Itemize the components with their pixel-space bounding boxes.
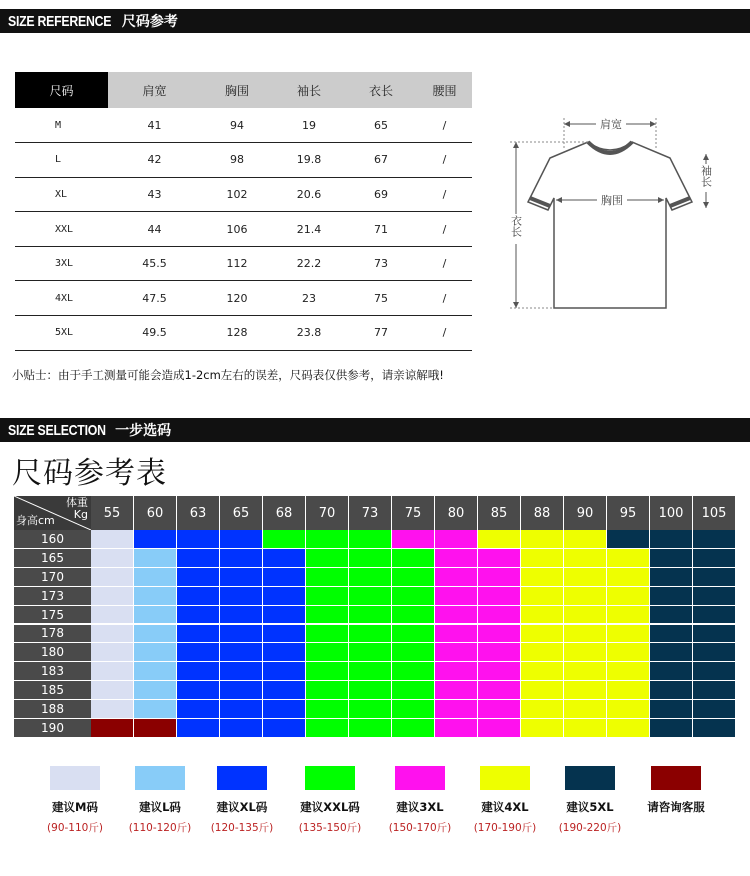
size-table-cell: M <box>15 108 108 143</box>
size-cell <box>521 530 564 549</box>
legend-swatch <box>651 766 701 790</box>
size-cell <box>91 719 134 738</box>
size-cell <box>220 549 263 568</box>
size-cell <box>564 568 607 587</box>
size-cell <box>564 700 607 719</box>
label-length: 衣长 <box>509 215 523 237</box>
size-cell <box>478 587 521 606</box>
size-cell <box>607 625 650 644</box>
size-cell <box>177 643 220 662</box>
size-cell <box>521 681 564 700</box>
size-table-cell: 23.8 <box>273 316 345 351</box>
label-shoulder: 肩宽 <box>600 118 622 131</box>
size-cell <box>478 549 521 568</box>
size-cell <box>478 681 521 700</box>
size-cell <box>177 662 220 681</box>
weight-header: 105 <box>693 496 736 530</box>
height-header: 170 <box>14 568 91 587</box>
size-table-cell: / <box>417 177 472 212</box>
size-cell <box>564 643 607 662</box>
size-cell <box>607 549 650 568</box>
size-cell <box>220 606 263 625</box>
size-table-cell: 67 <box>345 143 417 178</box>
size-cell <box>306 568 349 587</box>
legend-item <box>626 766 726 815</box>
size-cell <box>607 606 650 625</box>
size-cell <box>177 606 220 625</box>
size-table-cell: 73 <box>345 246 417 281</box>
size-cell <box>220 719 263 738</box>
weight-header: 85 <box>478 496 521 530</box>
size-cell <box>693 662 736 681</box>
weight-header: 63 <box>177 496 220 530</box>
legend-item <box>540 766 640 835</box>
legend-swatch <box>395 766 445 790</box>
height-header: 175 <box>14 606 91 625</box>
header-size: 尺码 <box>15 72 108 108</box>
legend-swatch <box>135 766 185 790</box>
legend-label: 建议4XL <box>481 800 529 814</box>
size-cell <box>134 568 177 587</box>
size-table-row <box>15 177 472 212</box>
tshirt-outline <box>528 142 692 308</box>
legend-label: 建议L码 <box>139 800 181 814</box>
chart-title: 尺码参考表 <box>12 456 167 491</box>
size-cell <box>435 662 478 681</box>
height-header: 185 <box>14 681 91 700</box>
size-cell <box>220 568 263 587</box>
height-header: 173 <box>14 587 91 606</box>
size-cell <box>177 719 220 738</box>
size-cell <box>693 719 736 738</box>
size-cell <box>607 662 650 681</box>
size-cell <box>263 643 306 662</box>
size-cell <box>478 530 521 549</box>
size-cell <box>134 530 177 549</box>
size-table-cell: XL <box>15 177 108 212</box>
size-cell <box>392 568 435 587</box>
size-cell <box>564 587 607 606</box>
size-table-cell: / <box>417 246 472 281</box>
size-table-row <box>15 212 472 247</box>
size-cell <box>564 681 607 700</box>
size-cell <box>306 606 349 625</box>
legend-swatch <box>50 766 100 790</box>
size-cell <box>91 549 134 568</box>
size-cell <box>478 568 521 587</box>
size-cell <box>564 549 607 568</box>
size-cell <box>220 625 263 644</box>
size-cell <box>650 606 693 625</box>
size-cell <box>392 625 435 644</box>
size-cell <box>306 549 349 568</box>
size-cell <box>521 549 564 568</box>
legend-label: 建议3XL <box>396 800 444 814</box>
section-header-size-selection <box>0 418 750 442</box>
size-cell <box>306 662 349 681</box>
measurement-tip: 小贴士：由于手工测量可能会造成1-2cm左右的误差，尺码表仅供参考，请亲谅解哦! <box>12 368 444 382</box>
size-cell <box>478 662 521 681</box>
size-cell <box>650 549 693 568</box>
size-cell <box>349 662 392 681</box>
size-cell <box>349 549 392 568</box>
weight-header: 95 <box>607 496 650 530</box>
size-cell <box>521 606 564 625</box>
size-table-cell: 128 <box>201 316 273 351</box>
size-cell <box>521 643 564 662</box>
tshirt-diagram <box>500 110 720 315</box>
legend-item <box>192 766 292 835</box>
size-cell <box>650 700 693 719</box>
size-cell <box>392 643 435 662</box>
size-cell <box>392 700 435 719</box>
size-cell <box>134 662 177 681</box>
size-cell <box>220 662 263 681</box>
size-cell <box>435 681 478 700</box>
size-cell <box>263 625 306 644</box>
size-table-cell: XXL <box>15 212 108 247</box>
size-cell <box>435 643 478 662</box>
size-table-cell: 3XL <box>15 246 108 281</box>
size-cell <box>650 662 693 681</box>
size-table-header-row <box>15 72 472 108</box>
size-cell <box>521 568 564 587</box>
size-cell <box>263 662 306 681</box>
legend-label: 请咨询客服 <box>647 800 705 814</box>
size-cell <box>349 643 392 662</box>
size-cell <box>263 530 306 549</box>
size-cell <box>177 549 220 568</box>
section-title-en: SIZE REFERENCE <box>8 12 112 30</box>
size-cell <box>693 625 736 644</box>
size-cell <box>220 700 263 719</box>
legend-label: 建议XXL码 <box>300 800 360 814</box>
weight-header: 88 <box>521 496 564 530</box>
size-cell <box>521 700 564 719</box>
size-table-cell: 4XL <box>15 281 108 316</box>
size-table-cell: / <box>417 316 472 351</box>
size-cell <box>478 700 521 719</box>
weight-header: 100 <box>650 496 693 530</box>
size-table-row <box>15 281 472 316</box>
size-table-cell: 44 <box>108 212 201 247</box>
size-table-cell: / <box>417 108 472 143</box>
size-cell <box>392 530 435 549</box>
size-table <box>15 72 472 351</box>
size-cell <box>177 681 220 700</box>
size-cell <box>650 625 693 644</box>
size-cell <box>521 662 564 681</box>
header-shoulder: 肩宽 <box>108 72 201 108</box>
height-header: 160 <box>14 530 91 549</box>
size-cell <box>478 606 521 625</box>
section-title-zh: 一步选码 <box>115 423 172 439</box>
size-cell <box>91 681 134 700</box>
header-waist: 腰围 <box>417 72 472 108</box>
size-cell <box>91 662 134 681</box>
legend-range: (170-190斤) <box>473 822 537 834</box>
legend-range: (150-170斤) <box>388 822 452 834</box>
header-length: 衣长 <box>345 72 417 108</box>
height-header: 180 <box>14 643 91 662</box>
size-table-cell: / <box>417 212 472 247</box>
size-cell <box>650 568 693 587</box>
size-cell <box>134 606 177 625</box>
size-cell <box>263 587 306 606</box>
size-cell <box>349 606 392 625</box>
size-table-cell: 94 <box>201 108 273 143</box>
header-chest: 胸围 <box>201 72 273 108</box>
weight-header: 73 <box>349 496 392 530</box>
size-cell <box>607 568 650 587</box>
legend-item <box>280 766 380 835</box>
size-cell <box>306 625 349 644</box>
size-table-cell: 75 <box>345 281 417 316</box>
size-cell <box>693 587 736 606</box>
size-cell <box>392 681 435 700</box>
size-table-cell: 77 <box>345 316 417 351</box>
legend-label: 建议XL码 <box>216 800 268 814</box>
label-sleeve: 袖长 <box>699 165 713 187</box>
size-cell <box>349 568 392 587</box>
height-header: 165 <box>14 549 91 568</box>
size-cell <box>263 568 306 587</box>
size-cell <box>478 625 521 644</box>
size-cell <box>521 719 564 738</box>
weight-header: 55 <box>91 496 134 530</box>
size-cell <box>134 587 177 606</box>
size-cell <box>607 719 650 738</box>
size-cell <box>521 587 564 606</box>
size-table-cell: 98 <box>201 143 273 178</box>
size-cell <box>650 530 693 549</box>
size-cell <box>478 719 521 738</box>
section-title-en: SIZE SELECTION <box>8 421 106 439</box>
size-cell <box>435 700 478 719</box>
size-table-row <box>15 108 472 143</box>
size-cell <box>306 530 349 549</box>
size-cell <box>392 549 435 568</box>
size-table-cell: 65 <box>345 108 417 143</box>
size-table-cell: 71 <box>345 212 417 247</box>
size-cell <box>91 568 134 587</box>
legend-range: (90-110斤) <box>47 822 103 834</box>
size-cell <box>693 549 736 568</box>
size-cell <box>306 681 349 700</box>
weight-header: 80 <box>435 496 478 530</box>
corner-weight-text: 体重 Kg <box>66 496 88 521</box>
size-cell <box>435 530 478 549</box>
size-cell <box>91 606 134 625</box>
size-cell <box>177 568 220 587</box>
size-cell <box>650 643 693 662</box>
size-cell <box>521 625 564 644</box>
size-table-cell: 45.5 <box>108 246 201 281</box>
weight-header: 60 <box>134 496 177 530</box>
weight-header: 68 <box>263 496 306 530</box>
weight-header: 90 <box>564 496 607 530</box>
size-cell <box>134 719 177 738</box>
size-cell <box>306 587 349 606</box>
size-cell <box>607 643 650 662</box>
legend-swatch <box>305 766 355 790</box>
size-table-cell: 19.8 <box>273 143 345 178</box>
section-title-zh: 尺码参考 <box>121 14 178 30</box>
size-cell <box>134 625 177 644</box>
size-table-cell: 41 <box>108 108 201 143</box>
size-cell <box>134 700 177 719</box>
size-table-cell: 102 <box>201 177 273 212</box>
size-table-cell: 106 <box>201 212 273 247</box>
size-cell <box>650 681 693 700</box>
size-cell <box>263 700 306 719</box>
grid-corner <box>14 496 91 530</box>
size-cell <box>263 681 306 700</box>
size-cell <box>306 643 349 662</box>
size-table-cell: L <box>15 143 108 178</box>
size-cell <box>220 643 263 662</box>
weight-header: 65 <box>220 496 263 530</box>
size-cell <box>91 700 134 719</box>
size-table-cell: 43 <box>108 177 201 212</box>
size-cell <box>177 625 220 644</box>
size-table-row <box>15 143 472 178</box>
size-cell <box>607 681 650 700</box>
size-cell <box>435 568 478 587</box>
size-cell <box>564 530 607 549</box>
size-cell <box>564 606 607 625</box>
size-cell <box>392 662 435 681</box>
size-cell <box>306 719 349 738</box>
legend-label: 建议M码 <box>52 800 98 814</box>
height-header: 188 <box>14 700 91 719</box>
size-table-cell: 69 <box>345 177 417 212</box>
size-cell <box>349 587 392 606</box>
size-cell <box>392 719 435 738</box>
size-table-cell: 23 <box>273 281 345 316</box>
size-table-row <box>15 246 472 281</box>
size-cell <box>349 530 392 549</box>
label-chest: 胸围 <box>601 194 623 207</box>
size-cell <box>220 530 263 549</box>
size-cell <box>693 568 736 587</box>
size-table-cell: 49.5 <box>108 316 201 351</box>
size-cell <box>650 719 693 738</box>
size-cell <box>91 530 134 549</box>
size-cell <box>564 719 607 738</box>
size-cell <box>693 681 736 700</box>
size-cell <box>306 700 349 719</box>
size-cell <box>693 530 736 549</box>
size-cell <box>91 625 134 644</box>
size-table-row <box>15 316 472 351</box>
legend-label: 建议5XL <box>566 800 614 814</box>
size-cell <box>91 587 134 606</box>
weight-header: 70 <box>306 496 349 530</box>
size-cell <box>693 700 736 719</box>
height-header: 183 <box>14 662 91 681</box>
size-table-cell: 19 <box>273 108 345 143</box>
size-cell <box>134 643 177 662</box>
size-cell <box>392 587 435 606</box>
size-cell <box>220 587 263 606</box>
height-header: 190 <box>14 719 91 738</box>
size-table-cell: 22.2 <box>273 246 345 281</box>
size-table-cell: / <box>417 281 472 316</box>
size-table-cell: 21.4 <box>273 212 345 247</box>
height-header: 178 <box>14 625 91 644</box>
corner-weight-label <box>66 497 88 521</box>
size-cell <box>564 662 607 681</box>
size-table-cell: 112 <box>201 246 273 281</box>
size-cell <box>607 587 650 606</box>
size-cell <box>134 549 177 568</box>
size-cell <box>435 719 478 738</box>
size-table-cell: 120 <box>201 281 273 316</box>
header-sleeve: 袖长 <box>273 72 345 108</box>
size-table-cell: 5XL <box>15 316 108 351</box>
legend-swatch <box>480 766 530 790</box>
size-table-cell: 47.5 <box>108 281 201 316</box>
size-cell <box>435 606 478 625</box>
legend-range: (135-150斤) <box>298 822 362 834</box>
size-cell <box>134 681 177 700</box>
size-cell <box>693 643 736 662</box>
legend-range: (190-220斤) <box>558 822 622 834</box>
size-cell <box>263 606 306 625</box>
size-cell <box>564 625 607 644</box>
size-cell <box>220 681 263 700</box>
corner-height-label: 身高cm <box>16 514 55 527</box>
section-header-size-reference <box>0 9 750 33</box>
size-cell <box>349 625 392 644</box>
size-cell <box>693 606 736 625</box>
size-cell <box>650 587 693 606</box>
legend-swatch <box>217 766 267 790</box>
size-cell <box>177 530 220 549</box>
size-cell <box>263 549 306 568</box>
size-cell <box>349 719 392 738</box>
size-cell <box>435 625 478 644</box>
size-cell <box>349 700 392 719</box>
size-cell <box>435 587 478 606</box>
size-cell <box>177 587 220 606</box>
weight-header: 75 <box>392 496 435 530</box>
size-cell <box>177 700 220 719</box>
size-cell <box>478 643 521 662</box>
size-table-cell: / <box>417 143 472 178</box>
size-cell <box>435 549 478 568</box>
size-table-cell: 42 <box>108 143 201 178</box>
legend-swatch <box>565 766 615 790</box>
size-cell <box>607 530 650 549</box>
size-cell <box>263 719 306 738</box>
size-cell <box>349 681 392 700</box>
size-cell <box>91 643 134 662</box>
size-cell <box>607 700 650 719</box>
legend-range: (120-135斤) <box>210 822 274 834</box>
size-cell <box>392 606 435 625</box>
size-table-cell: 20.6 <box>273 177 345 212</box>
legend-range: (110-120斤) <box>128 822 192 834</box>
